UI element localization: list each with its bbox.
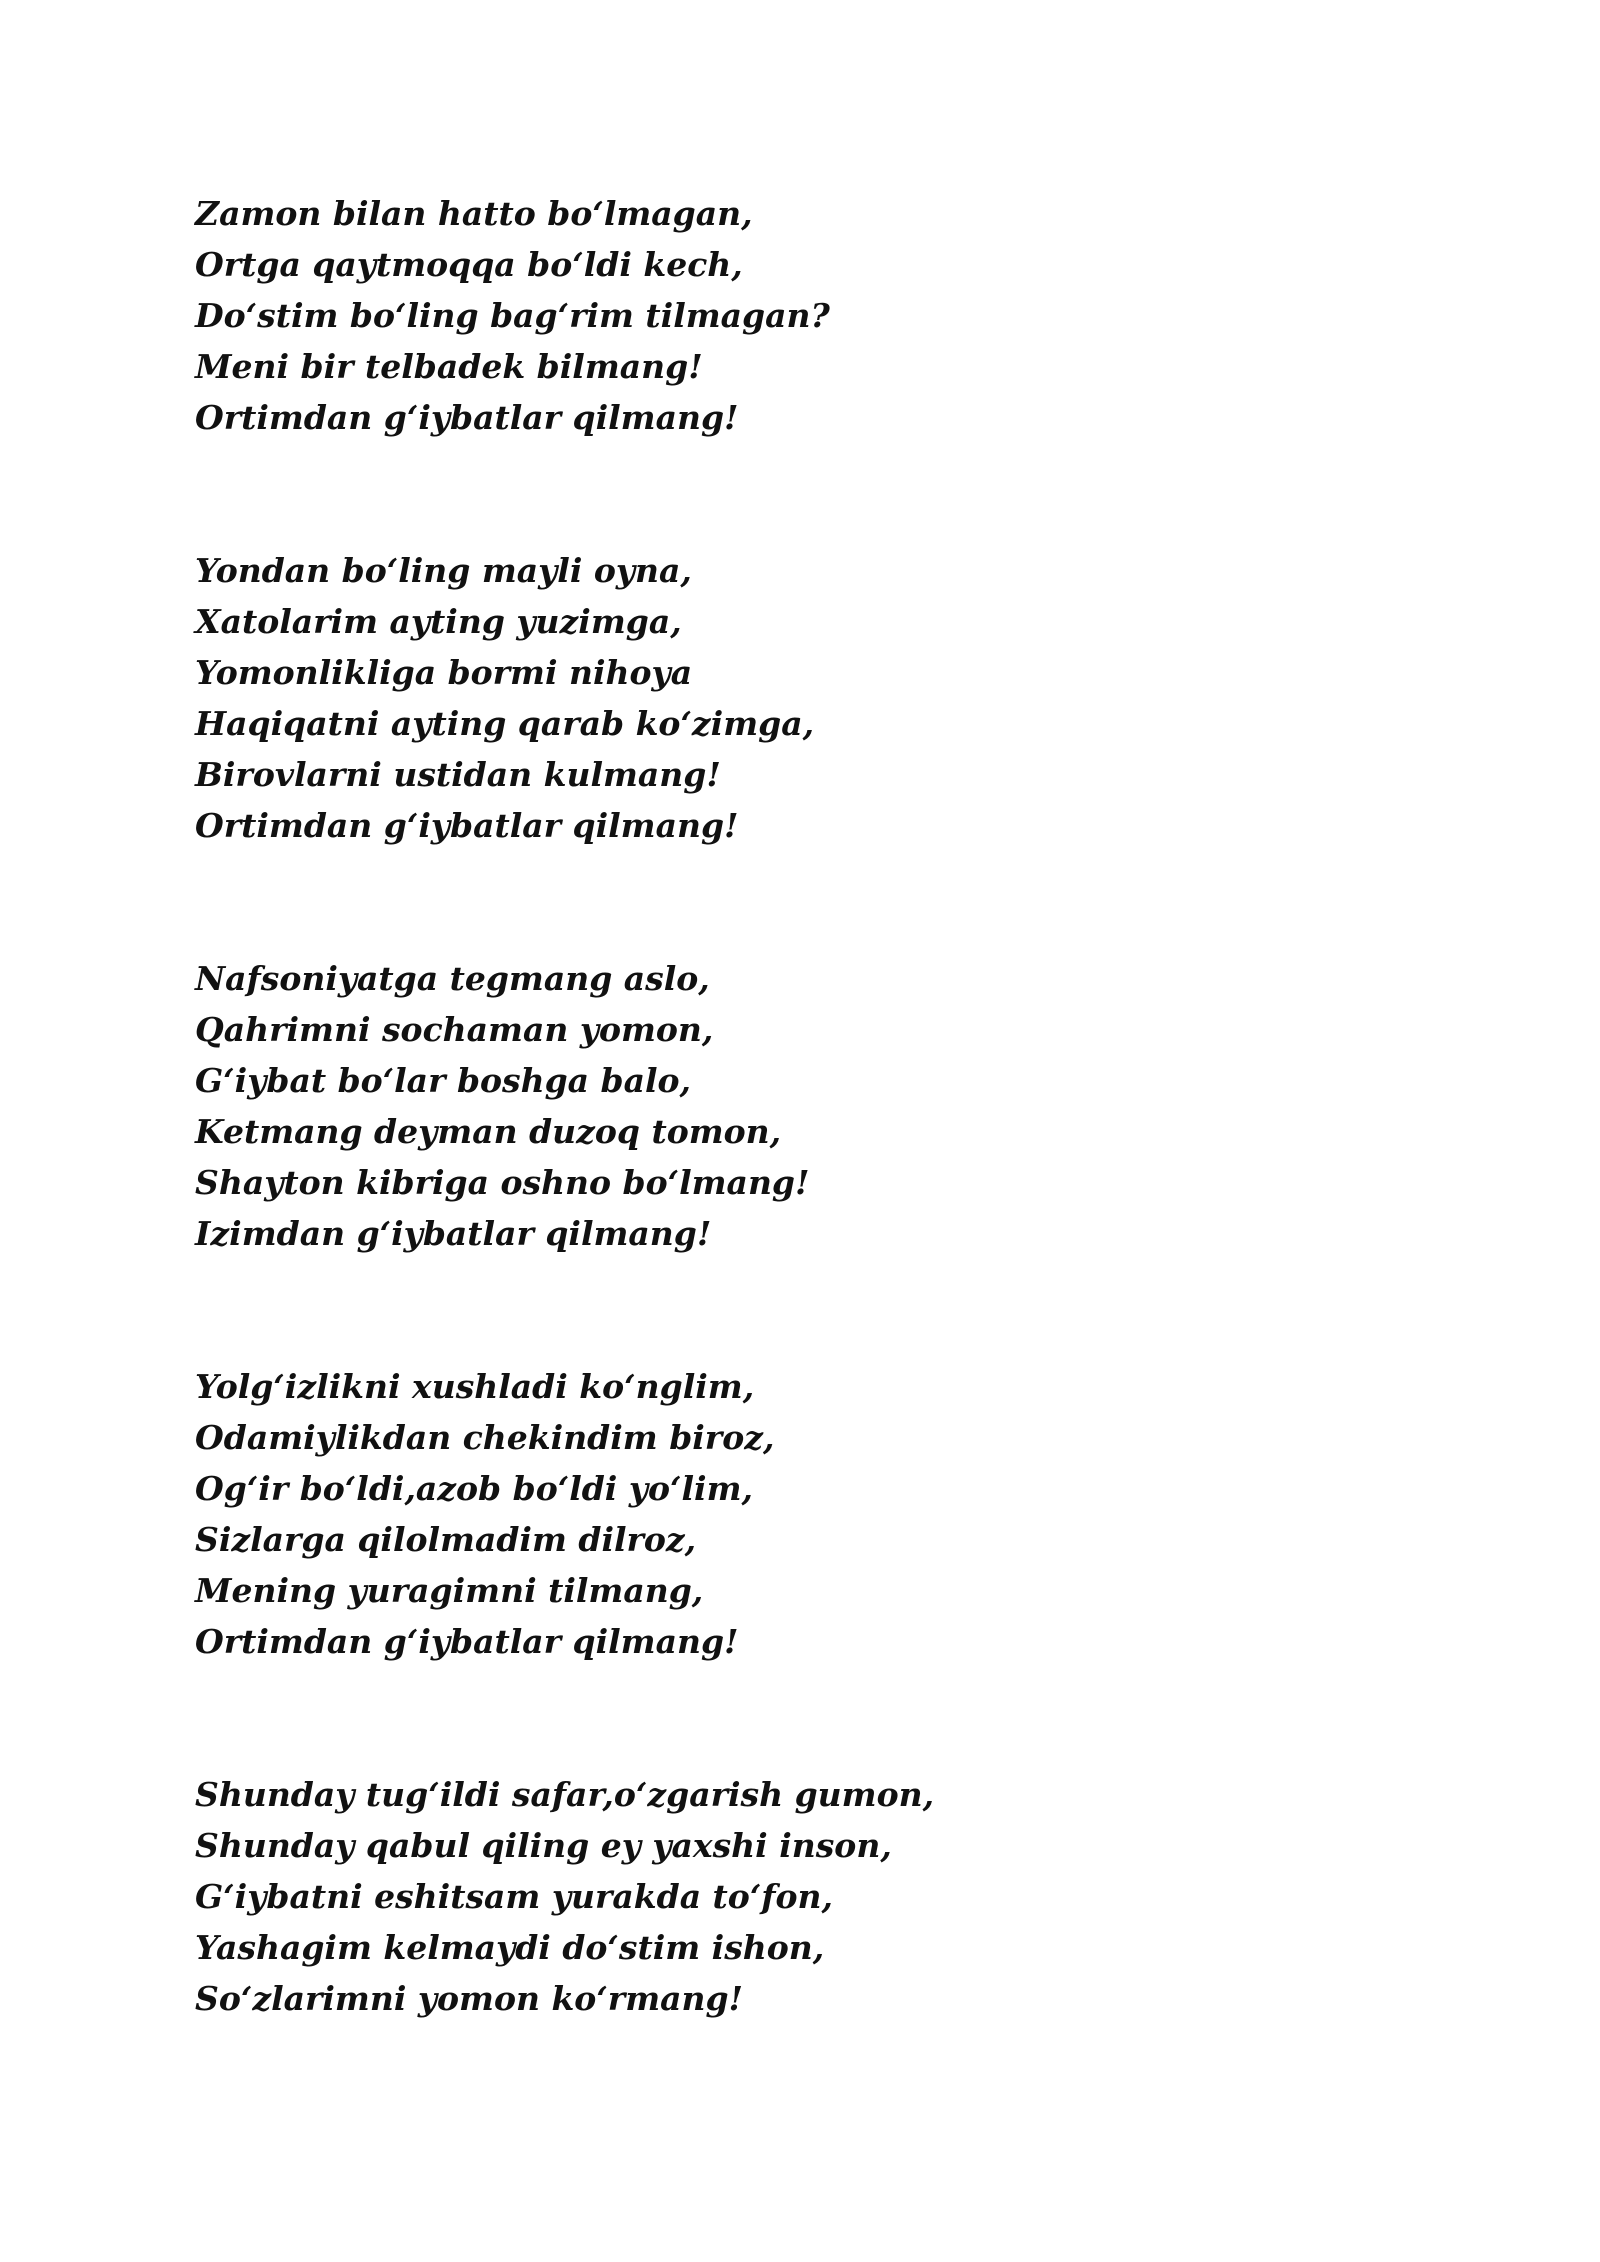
poem-line: Ortimdan g‘iybatlar qilmang!	[195, 806, 739, 845]
poem-line: Shunday qabul qiling ey yaxshi inson,	[195, 1826, 892, 1865]
poem-line: Nafsoniyatga tegmang aslo,	[195, 959, 710, 998]
poem-line: Do‘stim bo‘ling bag‘rim tilmagan?	[195, 296, 830, 335]
poem-line: Zamon bilan hatto bo‘lmagan,	[195, 194, 753, 233]
poem-line: Ortimdan g‘iybatlar qilmang!	[195, 398, 739, 437]
poem-line: Qahrimni sochaman yomon,	[195, 1010, 714, 1049]
poem-line: Mening yuragimni tilmang,	[195, 1571, 704, 1610]
stanza-1	[195, 188, 1395, 443]
poem-line: G‘iybatni eshitsam yurakda to‘fon,	[195, 1877, 833, 1916]
stanza-5	[195, 1769, 1395, 2024]
poem-line: Yomonlikliga bormi nihoya	[195, 653, 693, 692]
poem-line: Xatolarim ayting yuzimga,	[195, 602, 682, 641]
poem-line: Shunday tug‘ildi safar,o‘zgarish gumon,	[195, 1775, 935, 1814]
poem-line: Yashagim kelmaydi do‘stim ishon,	[195, 1928, 825, 1967]
poem-line: Shayton kibriga oshno bo‘lmang!	[195, 1163, 810, 1202]
poem-line: Ketmang deyman duzoq tomon,	[195, 1112, 782, 1151]
poem-line: Birovlarni ustidan kulmang!	[195, 755, 721, 794]
poem-line: Og‘ir bo‘ldi,azob bo‘ldi yo‘lim,	[195, 1469, 753, 1508]
poem-line: Odamiylikdan chekindim biroz,	[195, 1418, 775, 1457]
poem-line: So‘zlarimni yomon ko‘rmang!	[195, 1979, 744, 2018]
poem-line: Yolg‘izlikni xushladi ko‘nglim,	[195, 1367, 755, 1406]
poem	[195, 188, 1395, 2126]
poem-line: G‘iybat bo‘lar boshga balo,	[195, 1061, 692, 1100]
poem-line: Ortimdan g‘iybatlar qilmang!	[195, 1622, 739, 1661]
poem-line: Haqiqatni ayting qarab ko‘zimga,	[195, 704, 815, 743]
poem-line: Sizlarga qilolmadim dilroz,	[195, 1520, 697, 1559]
stanza-3	[195, 953, 1395, 1259]
poem-line: Ortga qaytmoqqa bo‘ldi kech,	[195, 245, 743, 284]
stanza-2	[195, 545, 1395, 851]
poem-line: Meni bir telbadek bilmang!	[195, 347, 703, 386]
poem-line: Izimdan g‘iybatlar qilmang!	[195, 1214, 712, 1253]
poem-line: Yondan bo‘ling mayli oyna,	[195, 551, 692, 590]
stanza-4	[195, 1361, 1395, 1667]
